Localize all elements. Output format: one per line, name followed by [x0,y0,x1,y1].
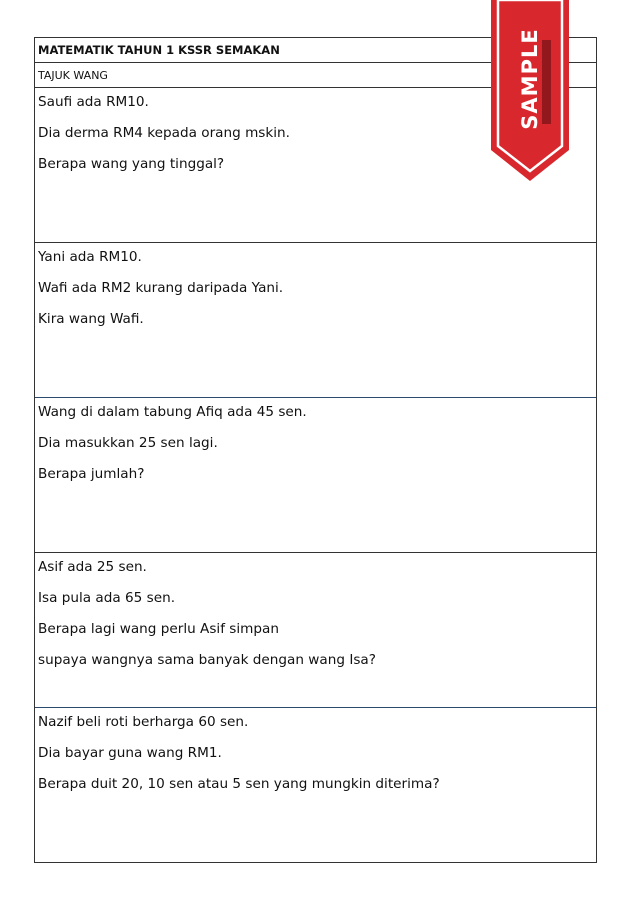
question-4-line-4: supaya wangnya sama banyak dengan wang Isa? [38,652,376,668]
sample-stamp-text: SAMPLE [518,28,542,130]
question-4-line-2: Isa pula ada 65 sen. [38,590,176,606]
question-3-line-1: Wang di dalam tabung Afiq ada 45 sen. [38,404,307,420]
question-1-line-1: Saufi ada RM10. [38,94,149,110]
question-4-line-3: Berapa lagi wang perlu Asif simpan [38,621,279,637]
question-2-line-2: Wafi ada RM2 kurang daripada Yani. [38,280,284,296]
question-3-line-3: Berapa jumlah? [38,466,145,482]
question-2-line-3: Kira wang Wafi. [38,311,144,327]
question-4-line-1: Asif ada 25 sen. [38,559,147,575]
question-2-line-1: Yani ada RM10. [38,249,142,265]
question-1-line-2: Dia derma RM4 kepada orang mskin. [38,125,290,141]
worksheet-topic: TAJUK WANG [38,68,108,82]
question-5-line-1: Nazif beli roti berharga 60 sen. [38,714,249,730]
question-3-line-2: Dia masukkan 25 sen lagi. [38,435,218,451]
question-cell-2 [35,243,596,398]
question-cell-3 [35,398,596,553]
sample-ribbon-stamp [489,0,571,182]
worksheet-title: MATEMATIK TAHUN 1 KSSR SEMAKAN [38,43,280,57]
question-cell-4 [35,553,596,708]
question-cell-5 [35,708,596,863]
question-5-line-2: Dia bayar guna wang RM1. [38,745,222,761]
question-5-line-3: Berapa duit 20, 10 sen atau 5 sen yang mungkin diterima? [38,776,440,792]
question-1-line-3: Berapa wang yang tinggal? [38,156,225,172]
